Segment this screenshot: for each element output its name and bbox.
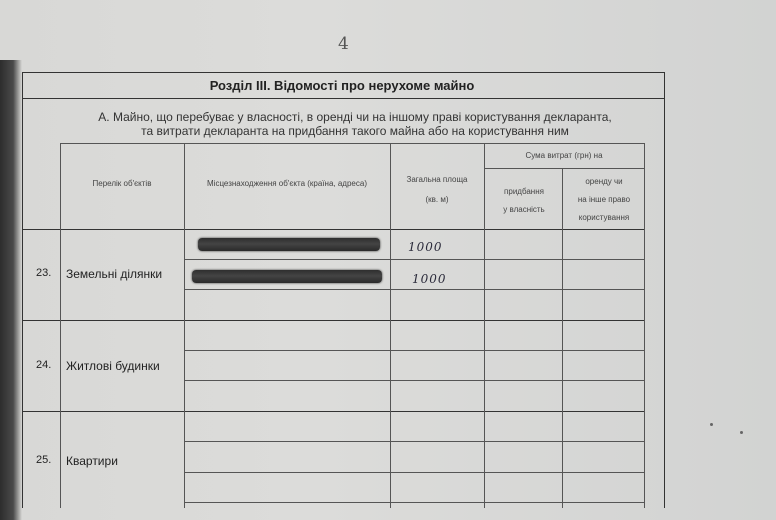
col-line [644,143,645,508]
subsection-line-2: та витрати декларанта на придбання такого майна або на користування ним [141,124,569,138]
header-objects: Перелік об'єктів [92,179,152,188]
row-line [184,441,644,442]
row-number-24: 24. [36,359,52,371]
header-area-line-2: (кв. м) [425,195,449,204]
col-line [562,168,563,508]
col-line [184,143,185,508]
col-line [60,143,61,508]
header-purchase-line-2: у власність [503,205,545,214]
page-shadow-edge [0,60,22,520]
subsection-line-1: А. Майно, що перебуває у власності, в оренді чи на іншому праві користування декларанта, [98,110,612,124]
col-line [390,143,391,508]
frame-left [22,72,23,508]
subsection-title [60,110,650,138]
row-line [184,350,644,351]
frame-right [664,72,665,508]
header-bottom-line [22,229,644,230]
header-purchase-line-1: придбання [504,187,544,196]
row-line [184,472,644,473]
header-rent-line-3: користування [578,213,630,222]
row-line [184,289,644,290]
expenses-subheader-line [484,168,644,169]
table-top-line [60,143,644,144]
frame-title-bottom [22,98,664,99]
speck [740,431,743,434]
frame-top [22,72,664,73]
row-label-apartments: Квартири [66,454,118,468]
header-rent-line-2: на інше право [577,195,631,204]
row-line [184,259,644,260]
speck [710,423,713,426]
header-area-line-1: Загальна площа [406,175,468,184]
header-area [392,174,482,206]
redacted-address [198,238,380,251]
row-label-houses: Житлові будинки [66,359,160,373]
row-line [184,502,644,503]
header-rent [564,176,644,224]
header-location: Місцезнаходження об'єкта (країна, адреса) [207,179,367,188]
row-line [184,380,644,381]
row-number-25: 25. [36,454,52,466]
redacted-address [192,270,382,283]
header-rent-line-1: оренду чи [585,177,623,186]
group-line [22,320,644,321]
row-label-land-plots: Земельні ділянки [66,267,163,281]
handwritten-area-value: 1000 [412,272,447,286]
header-expenses: Сума витрат (грн) на [525,151,603,160]
row-number-23: 23. [36,267,52,279]
section-title: Розділ III. Відомості про нерухоме майно [209,78,475,93]
handwritten-area-value: 1000 [408,240,443,254]
page-number: 4 [338,34,349,54]
header-purchase [486,186,562,216]
col-line [484,143,485,508]
group-line [22,411,644,412]
